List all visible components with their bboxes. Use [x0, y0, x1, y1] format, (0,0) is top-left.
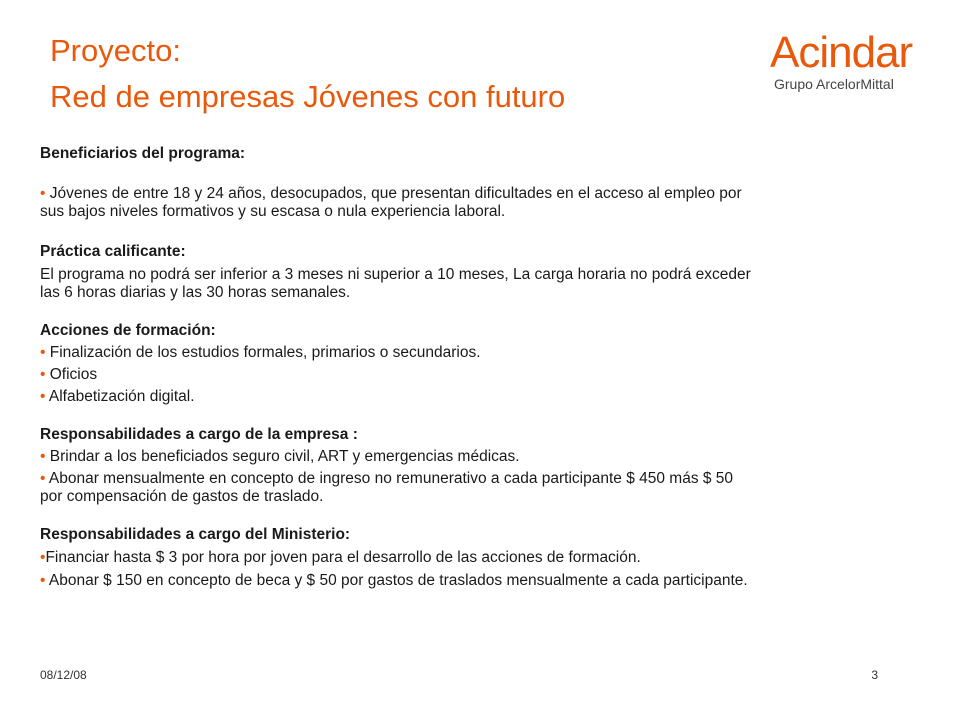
list-item: [40, 344, 900, 362]
acindar-logo: [770, 30, 930, 100]
logo-subtitle: Grupo ArcelorMittal: [774, 76, 894, 92]
acciones-item-1: Finalización de los estudios formales, primarios o secundarios.: [49, 344, 481, 361]
bullet-icon: •: [40, 344, 46, 361]
slide-body: [40, 145, 900, 590]
bullet-icon: •: [40, 366, 46, 383]
empresa-item-2-line2: por compensación de gastos de traslado.: [40, 488, 324, 505]
beneficiarios-text-line2: sus bajos niveles formativos y su escasa o nula experiencia laboral.: [40, 203, 506, 220]
acciones-item-2: Oficios: [49, 366, 98, 383]
bullet-icon: •: [40, 549, 46, 566]
logo-wordmark: Acindar: [770, 28, 913, 77]
empresa-item-2-line1: Abonar mensualmente en concepto de ingreso no remunerativo a cada participante $ 450 más $ 50: [48, 470, 734, 487]
list-item: [40, 366, 900, 384]
bullet-icon: •: [40, 572, 46, 589]
heading-practica: Práctica calificante:: [40, 243, 186, 260]
empresa-item-1: Brindar a los beneficiados seguro civil, ART y emergencias médicas.: [49, 448, 520, 465]
bullet-icon: •: [40, 470, 46, 487]
heading-acciones: Acciones de formación:: [40, 322, 216, 339]
list-item: [40, 185, 900, 203]
list-item: [40, 448, 900, 466]
list-item: [40, 549, 900, 567]
beneficiarios-text-line1: Jóvenes de entre 18 y 24 años, desocupados, que presentan dificultades en el acceso al empleo por: [49, 185, 742, 202]
bullet-icon: •: [40, 185, 46, 202]
list-item: [40, 572, 900, 590]
bullet-icon: •: [40, 448, 46, 465]
acciones-item-3: Alfabetización digital.: [48, 388, 195, 405]
ministerio-item-1: Financiar hasta $ 3 por hora por joven para el desarrollo de las acciones de formación.: [45, 549, 641, 566]
heading-beneficiarios: Beneficiarios del programa:: [40, 145, 246, 162]
ministerio-item-2: Abonar $ 150 en concepto de beca y $ 50 por gastos de traslados mensualmente a cada participante.: [48, 572, 748, 589]
slide-title-line1: Proyecto:: [50, 33, 181, 68]
list-item: [40, 470, 900, 488]
practica-text-line2: las 6 horas diarias y las 30 horas semanales.: [40, 284, 351, 301]
heading-empresa: Responsabilidades a cargo de la empresa :: [40, 426, 358, 443]
practica-text-line1: El programa no podrá ser inferior a 3 meses ni superior a 10 meses, La carga horaria no podrá exceder: [40, 266, 751, 283]
slide-title: [50, 28, 565, 120]
page-number: 3: [871, 668, 878, 682]
bullet-icon: •: [40, 388, 46, 405]
footer-date: 08/12/08: [40, 668, 87, 682]
heading-ministerio: Responsabilidades a cargo del Ministerio:: [40, 526, 351, 543]
list-item: [40, 388, 900, 406]
slide-title-line2: Red de empresas Jóvenes con futuro: [50, 79, 566, 114]
